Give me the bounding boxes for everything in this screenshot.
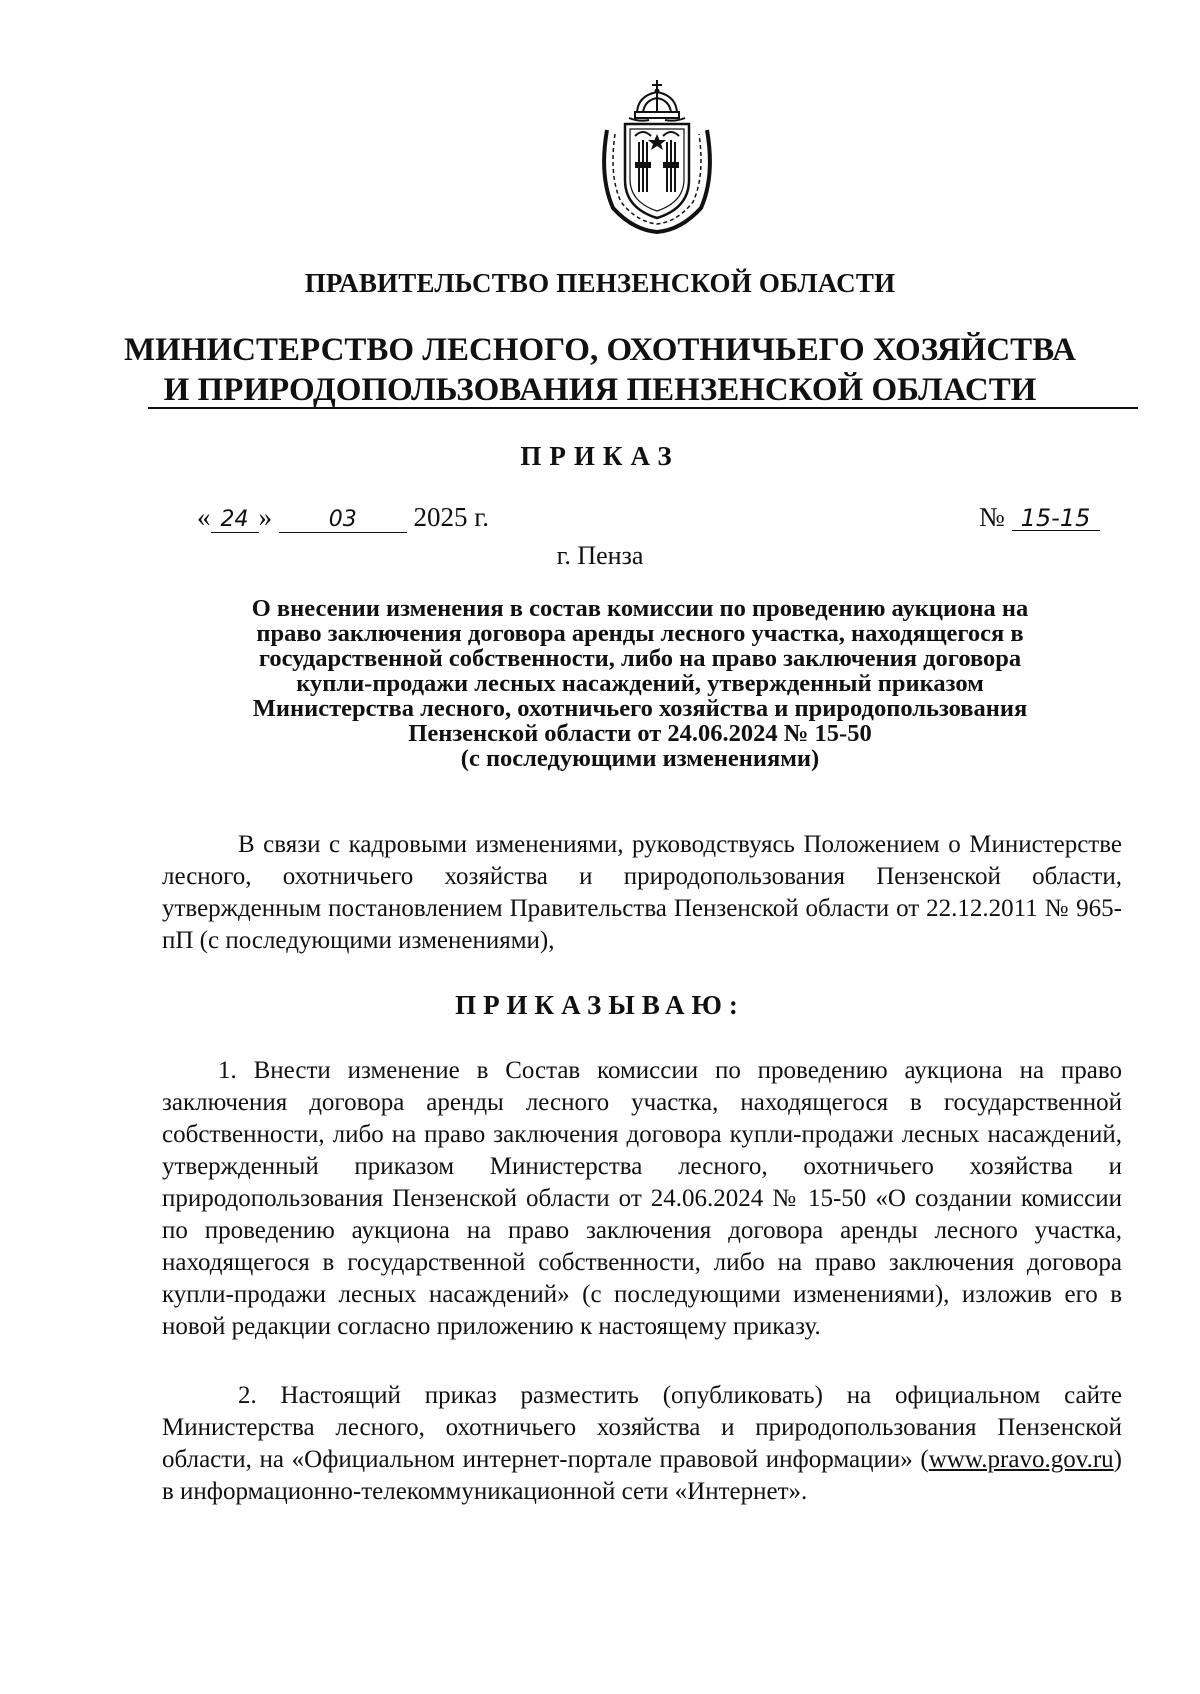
item-2-text-end: ) в информационно-телекоммуникационной сети «Интернет». xyxy=(162,1446,1122,1505)
subject-line: (с последующими изменениями) xyxy=(460,745,820,772)
ministry-heading-line2: И ПРИРОДОПОЛЬЗОВАНИЯ ПЕНЗЕНСКОЙ ОБЛАСТИ xyxy=(163,372,1037,408)
subject-line: Пензенской области от 24.06.2024 № 15-50 xyxy=(408,720,872,747)
number-value: 15-15 xyxy=(1012,506,1100,531)
subject-line: Министерства лесного, охотничьего хозяйства и природопользования xyxy=(252,695,1028,722)
item-2-paragraph xyxy=(162,1380,1122,1508)
header-divider xyxy=(148,407,1138,409)
order-date xyxy=(197,502,489,533)
subject-line: право заключения договора аренды лесного участка, находящегося в xyxy=(256,620,1024,647)
subject-line: О внесении изменения в состав комиссии по проведению аукциона на xyxy=(251,595,1029,622)
order-city: г. Пенза xyxy=(556,541,644,570)
subject-line: купли-продажи лесных насаждений, утвержденный приказом xyxy=(296,670,984,697)
order-number xyxy=(979,502,1100,533)
item-2-text-start: 2. Настоящий приказ разместить (опубликовать) на официальном сайте Министерства лесного, охотничьего хозяйства и природопользования Пензенской области, на «Официальном интернет-портале правовой информации» ( xyxy=(162,1382,1122,1473)
order-title: ПРИКАЗ xyxy=(520,441,680,471)
date-day: 24 xyxy=(211,508,259,533)
date-close-quote: » xyxy=(258,502,272,532)
ministry-heading xyxy=(0,330,1200,410)
government-heading: ПРАВИТЕЛЬСТВО ПЕНЗЕНСКОЙ ОБЛАСТИ xyxy=(304,268,896,298)
date-month: 03 xyxy=(279,508,407,533)
date-year: 2025 г. xyxy=(413,502,490,532)
number-label: № xyxy=(979,502,1005,532)
order-subject xyxy=(160,596,1120,771)
date-open-quote: « xyxy=(197,502,211,532)
item-1-paragraph: 1. Внести изменение в Состав комиссии по проведению аукциона на право заключения договора аренды лесного участка, находящегося в государственной собственности, либо на право заключения договора купли-продажи лесных насаждений, утвержденный приказом Министерства лесного, охотничьего хозяйства и природопользования Пензенской области от 24.06.2024 № 15-50 «О создании комиссии по проведению аукциона на право заключения договора аренды лесного участка, находящегося в государственной собственности, либо на право заключения договора купли-продажи лесных насаждений» (с последующими изменениями), изложив его в новой редакции согласно приложению к настоящему приказу. xyxy=(162,1057,1122,1340)
decree-heading: ПРИКАЗЫВАЮ: xyxy=(455,990,745,1020)
ministry-heading-line1: МИНИСТЕРСТВО ЛЕСНОГО, ОХОТНИЧЬЕГО ХОЗЯЙСТВА xyxy=(124,332,1076,368)
subject-line: государственной собственности, либо на право заключения договора xyxy=(258,645,1022,672)
preamble-paragraph: В связи с кадровыми изменениями, руководствуясь Положением о Министерстве лесного, охотничьего хозяйства и природопользования Пензенской области, утвержденным постановлением Правительства Пензенской области от 22.12.2011 № 965-пП (с последующими изменениями), xyxy=(162,831,1122,954)
pravo-gov-link[interactable]: www.pravo.gov.ru xyxy=(928,1446,1114,1473)
coat-of-arms-icon xyxy=(593,76,721,234)
